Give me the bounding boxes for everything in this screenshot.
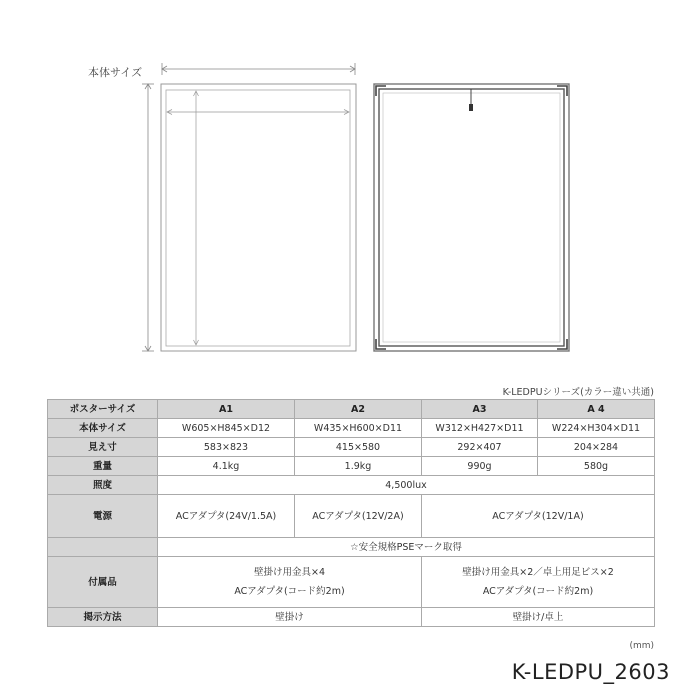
- cable-plug: [469, 104, 473, 111]
- accessory-line: ACアダプタ(コード約2m): [482, 586, 594, 597]
- width-dimension-line: [162, 63, 355, 75]
- table-cell: 580g: [538, 457, 655, 476]
- row-label: 本体サイズ: [48, 419, 158, 438]
- table-cell: 583×823: [158, 438, 295, 457]
- table-cell: 4.1kg: [158, 457, 295, 476]
- table-cell: 292×407: [422, 438, 538, 457]
- row-label: [48, 538, 158, 557]
- header-cell: A2: [295, 400, 422, 419]
- table-row-visible-size: [48, 438, 655, 457]
- table-row-illuminance: [48, 476, 655, 495]
- table-row-accessories: [48, 557, 655, 608]
- accessory-line: 壁掛け用金具×4: [253, 567, 325, 578]
- table-cell: 204×284: [538, 438, 655, 457]
- unit-note: (mm): [629, 641, 654, 651]
- row-label: 照度: [48, 476, 158, 495]
- table-cell: ACアダプタ(12V/2A): [295, 495, 422, 538]
- table-row-display: [48, 608, 655, 627]
- table-cell: W605×H845×D12: [158, 419, 295, 438]
- front-frame-inner: [166, 90, 350, 346]
- table-cell: 990g: [422, 457, 538, 476]
- table-cell: 1.9kg: [295, 457, 422, 476]
- table-cell: ACアダプタ(12V/1A): [422, 495, 655, 538]
- table-cell: 4,500lux: [158, 476, 655, 495]
- table-cell: W224×H304×D11: [538, 419, 655, 438]
- height-dimension-line: [142, 84, 154, 351]
- table-cell: 壁掛け/卓上: [422, 608, 655, 627]
- row-label: 付属品: [48, 557, 158, 608]
- table-cell: ACアダプタ(24V/1.5A): [158, 495, 295, 538]
- row-label: 見え寸: [48, 438, 158, 457]
- header-cell: ポスターサイズ: [48, 400, 158, 419]
- row-label: 掲示方法: [48, 608, 158, 627]
- table-row-body-size: [48, 419, 655, 438]
- table-header-row: [48, 400, 655, 419]
- table-cell: ☆安全規格PSEマーク取得: [158, 538, 655, 557]
- body-size-label: 本体サイズ: [88, 66, 143, 79]
- row-label: 電源: [48, 495, 158, 538]
- table-row-pse: [48, 538, 655, 557]
- series-note: K-LEDPUシリーズ(カラー違い共通): [502, 387, 654, 398]
- header-cell: A1: [158, 400, 295, 419]
- spec-table: [47, 399, 655, 627]
- table-cell: W435×H600×D11: [295, 419, 422, 438]
- table-cell: [158, 557, 422, 608]
- table-cell: 415×580: [295, 438, 422, 457]
- table-cell: W312×H427×D11: [422, 419, 538, 438]
- table-row-power: [48, 495, 655, 538]
- header-cell: A 4: [538, 400, 655, 419]
- table-cell: [422, 557, 655, 608]
- header-cell: A3: [422, 400, 538, 419]
- model-code: K-LEDPU_2603: [511, 660, 670, 684]
- table-cell: 壁掛け: [158, 608, 422, 627]
- back-frame-view: [374, 84, 569, 351]
- table-row-weight: [48, 457, 655, 476]
- accessory-line: ACアダプタ(コード約2m): [234, 586, 345, 597]
- accessory-line: 壁掛け用金具×2／卓上用足ビス×2: [462, 567, 614, 578]
- row-label: 重量: [48, 457, 158, 476]
